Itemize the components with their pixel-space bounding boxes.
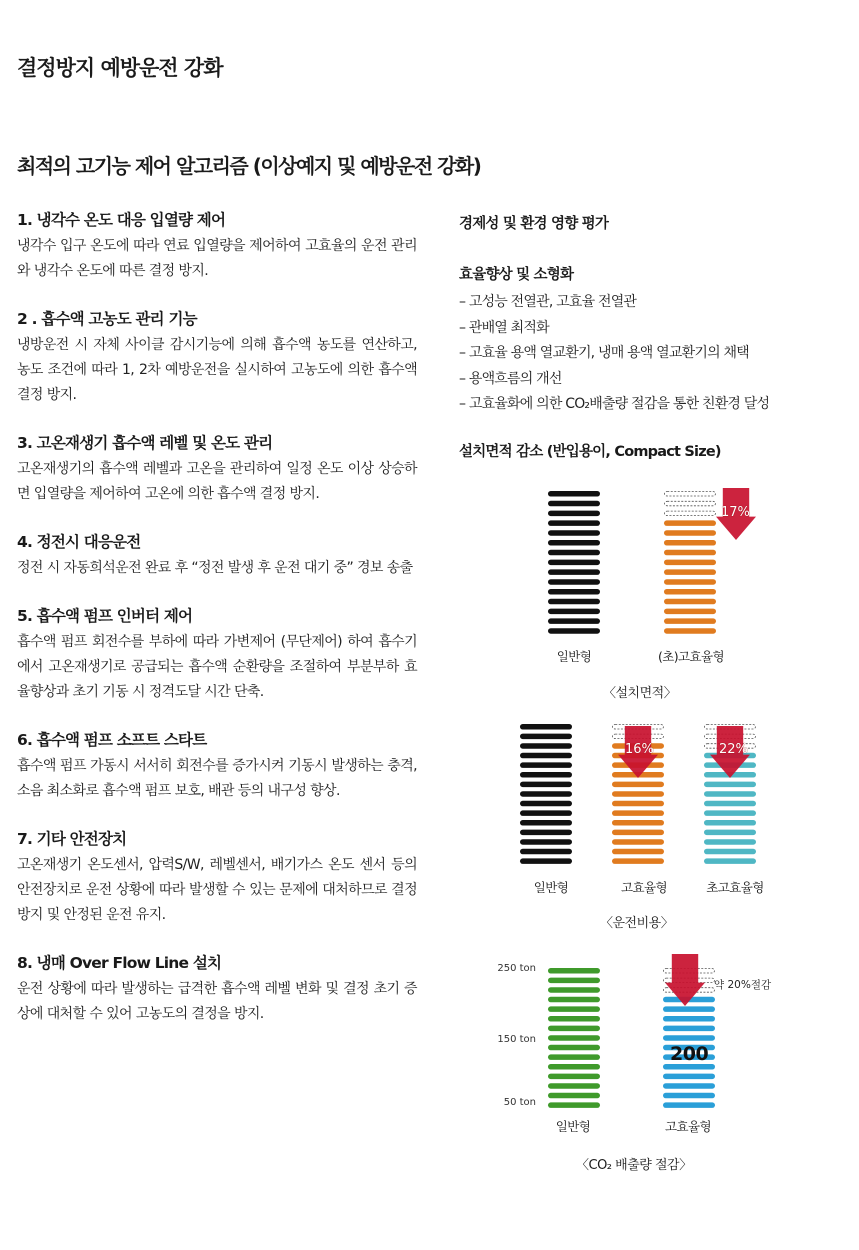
feature-body: 냉방운전 시 자체 사이클 감시기능에 의해 흡수액 농도를 연산하고, 농도 조건에 따라 1, 2차 예방운전을 실시하여 고농도에 의한 흡수액 결정 방지. — [17, 337, 417, 403]
feature-body: 정전 시 자동희석운전 완료 후 “정전 발생 후 운전 대기 중” 경보 송출 — [17, 560, 413, 576]
y-tick-label: 150 ton — [497, 1034, 536, 1045]
bar-segment — [520, 762, 572, 768]
bar-segment — [548, 511, 600, 516]
bar-segment — [548, 569, 600, 575]
chart-caption: 〈CO₂ 배출량 절감〉 — [576, 1158, 692, 1173]
bar-segment — [548, 599, 600, 605]
feature-section — [17, 604, 417, 705]
bar-segment — [612, 820, 664, 826]
efficiency-list — [459, 290, 849, 418]
bar-segment — [704, 820, 756, 826]
bar-segment — [663, 1016, 715, 1022]
y-tick-label: 250 ton — [497, 963, 536, 974]
bar-segment — [520, 772, 572, 778]
feature-title: 2 . 흡수액 고농도 관리 기능 — [17, 310, 197, 328]
bar-segment — [548, 997, 600, 1003]
bar-segment — [548, 628, 600, 634]
bar-segment — [704, 858, 756, 864]
feature-section — [17, 208, 417, 284]
feature-body: 고온재생기 온도센서, 압력S/W, 레벨센서, 배기가스 온도 센서 등의 안전장치로 운전 상황에 따라 발생할 수 있는 문제에 대처하므로 결정방지 및 안정된 운전 유지. — [17, 857, 417, 923]
list-item: – 용액흐름의 개선 — [459, 367, 849, 393]
bar-label: 일반형 — [556, 649, 592, 664]
feature-list — [17, 208, 417, 1050]
bar-label: 초고효율형 — [706, 880, 764, 895]
feature-section — [17, 827, 417, 928]
bar-segment — [548, 618, 600, 624]
bar-segment — [548, 1074, 600, 1080]
bar-segment — [612, 810, 664, 816]
bar-segment — [548, 968, 600, 974]
chart-caption: 〈설치면적〉 — [603, 686, 677, 701]
bar-segment — [548, 579, 600, 585]
bar-segment — [664, 618, 716, 624]
bar-segment — [664, 560, 716, 566]
evaluation-heading: 경제성 및 환경 영향 평가 — [459, 216, 609, 232]
reduction-label: 17% — [721, 505, 750, 520]
bar-segment — [548, 560, 600, 566]
bar-segment — [664, 609, 716, 615]
feature-section — [17, 728, 417, 804]
bar-segment — [704, 849, 756, 855]
bar-segment — [520, 830, 572, 836]
bar-segment — [663, 1102, 715, 1108]
list-item: – 관배열 최적화 — [459, 316, 849, 342]
bar-segment — [520, 753, 572, 759]
bar-segment-removed — [665, 492, 716, 497]
bar-segment — [520, 743, 572, 749]
bar-segment — [664, 628, 716, 634]
bar-segment — [548, 1083, 600, 1089]
bar-segment — [548, 609, 600, 615]
bar-segment — [548, 1045, 600, 1051]
bar-segment — [663, 1006, 715, 1012]
reduction-label: 16% — [625, 742, 654, 757]
feature-body: 고온재생기의 흡수액 레벨과 고온을 관리하여 일정 온도 이상 상승하면 입열량을 제어하여 고온에 의한 흡수액 결정 방지. — [17, 461, 417, 502]
bar-segment — [612, 849, 664, 855]
feature-body: 냉각수 입구 온도에 따라 연료 입열량을 제어하여 고효율의 운전 관리와 냉각수 온도에 따른 결정 방지. — [17, 238, 417, 279]
bar-label: (초)고효율형 — [658, 649, 724, 664]
bar-segment — [548, 1054, 600, 1060]
feature-title: 3. 고온재생기 흡수액 레벨 및 온도 관리 — [17, 434, 273, 452]
bar-segment — [704, 801, 756, 807]
bar-segment — [548, 1026, 600, 1032]
bar-label: 고효율형 — [621, 880, 667, 895]
bar-segment — [520, 801, 572, 807]
feature-section — [17, 431, 417, 507]
bar-segment — [520, 858, 572, 864]
bar-segment — [663, 1026, 715, 1032]
bar-segment — [663, 1083, 715, 1089]
bar-segment — [520, 724, 572, 730]
bar-segment — [612, 801, 664, 807]
bar-label: 일반형 — [555, 1119, 591, 1134]
bar-segment — [664, 550, 716, 556]
bar-segment — [663, 1074, 715, 1080]
bar-segment — [704, 830, 756, 836]
efficiency-heading: 효율향상 및 소형화 — [459, 267, 574, 283]
feature-section — [17, 530, 417, 581]
bar-segment — [612, 858, 664, 864]
feature-title: 4. 정전시 대응운전 — [17, 533, 141, 551]
bar-segment — [664, 579, 716, 585]
bar-segment — [548, 1035, 600, 1041]
bar-segment-removed — [665, 501, 716, 506]
co2-annotation: 약 20%절감 — [714, 979, 772, 991]
bar-segment-removed — [665, 511, 716, 515]
bar-segment — [548, 550, 600, 556]
bar-segment — [548, 520, 600, 526]
bar-segment — [663, 1035, 715, 1041]
bar-segment — [548, 501, 600, 507]
reduction-label: 22% — [719, 742, 748, 757]
evaluation-panel — [459, 212, 849, 461]
bar-segment — [520, 810, 572, 816]
feature-body: 흡수액 펌프 가동시 서서히 회전수를 증가시켜 기동시 발생하는 충격, 소음 최소화로 흡수액 펌프 보호, 배관 등의 내구성 향상. — [17, 758, 417, 799]
bar-segment — [548, 1102, 600, 1108]
bar-segment — [548, 540, 600, 546]
feature-section — [17, 307, 417, 408]
bar-segment — [520, 734, 572, 740]
feature-title: 5. 흡수액 펌프 인버터 제어 — [17, 607, 193, 625]
bar-segment — [548, 1006, 600, 1012]
bar-segment — [548, 978, 600, 984]
bar-segment — [664, 520, 716, 526]
bar-segment — [664, 589, 716, 595]
bar-segment — [548, 530, 600, 536]
bar-segment — [520, 820, 572, 826]
bar-segment — [704, 839, 756, 845]
bar-segment — [520, 791, 572, 797]
bar-segment — [548, 589, 600, 595]
bar-segment — [664, 599, 716, 605]
bar-segment — [612, 782, 664, 788]
co2-value-label: 200 — [670, 1043, 709, 1065]
chart-caption: 〈운전비용〉 — [600, 916, 674, 931]
feature-title: 6. 흡수액 펌프 소프트 스타트 — [17, 731, 207, 749]
list-item: – 고성능 전열관, 고효율 전열관 — [459, 290, 849, 316]
feature-section — [17, 951, 417, 1027]
list-item: – 고효율화에 의한 CO₂배출량 절감을 통한 친환경 달성 — [459, 392, 849, 418]
bar-segment — [704, 782, 756, 788]
page-title: 결정방지 예방운전 강화 — [17, 56, 223, 80]
area-heading: 설치면적 감소 (반입용이, Compact Size) — [459, 443, 721, 460]
sub-title: 최적의 고기능 제어 알고리즘 (이상예지 및 예방운전 강화) — [17, 154, 481, 178]
bar-segment — [548, 1064, 600, 1070]
y-tick-label: 50 ton — [503, 1097, 536, 1108]
bar-segment — [612, 791, 664, 797]
bar-segment — [612, 839, 664, 845]
bar-segment — [548, 491, 600, 497]
bar-segment — [704, 791, 756, 797]
feature-title: 1. 냉각수 온도 대응 입열량 제어 — [17, 211, 226, 229]
bar-segment — [664, 540, 716, 546]
bar-segment — [520, 839, 572, 845]
bar-segment — [520, 849, 572, 855]
bar-segment — [664, 530, 716, 536]
bar-segment — [704, 810, 756, 816]
feature-body: 흡수액 펌프 회전수를 부하에 따라 가변제어 (무단제어) 하여 흡수기에서 고온재생기로 공급되는 흡수액 순환량을 조절하여 부분부하 효율향상과 초기 기동 시 정격도달 시간 단축. — [17, 634, 417, 700]
bar-segment — [548, 1016, 600, 1022]
list-item: – 고효율 용액 열교환기, 냉매 용액 열교환기의 채택 — [459, 341, 849, 367]
bar-segment — [548, 1093, 600, 1099]
feature-title: 7. 기타 안전장치 — [17, 830, 127, 848]
bar-segment — [520, 782, 572, 788]
bar-label: 일반형 — [533, 880, 569, 895]
bar-segment — [548, 987, 600, 993]
feature-title: 8. 냉매 Over Flow Line 설치 — [17, 954, 222, 972]
bar-segment — [664, 569, 716, 575]
feature-body: 운전 상황에 따라 발생하는 급격한 흡수액 레벨 변화 및 결정 초기 증상에 대처할 수 있어 고농도의 결정을 방지. — [17, 981, 417, 1022]
bar-segment — [663, 1093, 715, 1099]
bar-label: 고효율형 — [665, 1119, 711, 1134]
bar-segment — [612, 830, 664, 836]
